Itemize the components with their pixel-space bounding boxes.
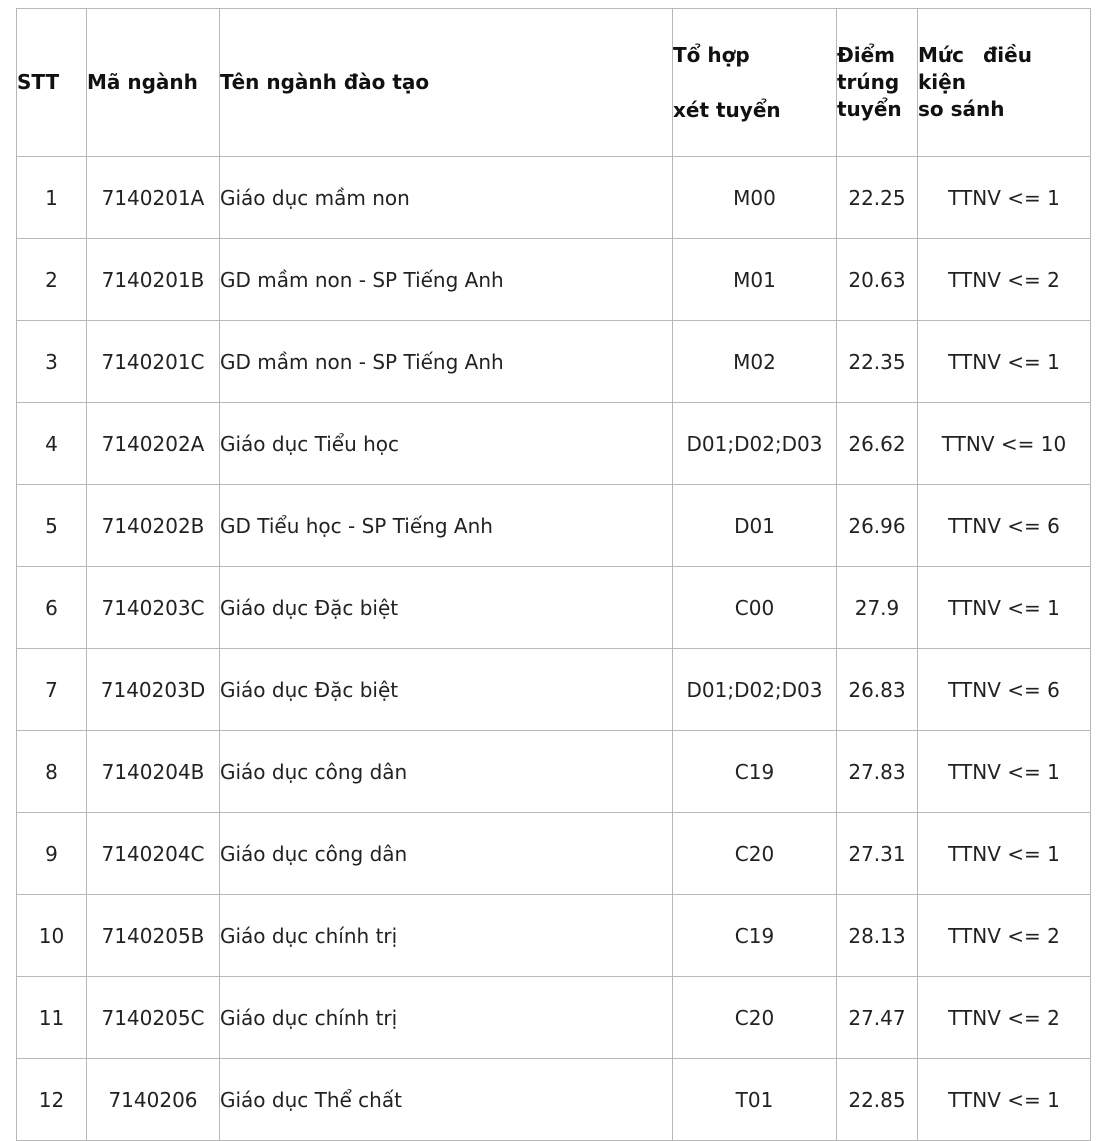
cell-major-code: 7140204B [87,731,220,813]
cell-admission-score: 27.47 [837,977,918,1059]
cell-condition: TTNV <= 2 [918,239,1091,321]
cell-major-name: Giáo dục Tiểu học [220,403,673,485]
admission-scores-table [16,8,1091,1141]
cell-admission-score: 22.35 [837,321,918,403]
header-score-line1: Điểm [837,43,896,67]
cell-major-code: 7140202A [87,403,220,485]
cell-major-code: 7140203D [87,649,220,731]
cell-major-name: GD mầm non - SP Tiếng Anh [220,239,673,321]
cell-stt: 8 [17,731,87,813]
cell-condition: TTNV <= 1 [918,731,1091,813]
cell-admission-score: 26.62 [837,403,918,485]
cell-major-name: Giáo dục công dân [220,813,673,895]
header-combo-line1: Tổ hợp [673,42,750,67]
cell-stt: 4 [17,403,87,485]
header-row [17,9,1091,157]
header-stt-label: STT [17,70,60,94]
table-row [17,731,1091,813]
cell-major-code: 7140205B [87,895,220,977]
header-stt [17,9,87,157]
cell-major-code: 7140205C [87,977,220,1059]
cell-stt: 2 [17,239,87,321]
cell-subject-combination: C00 [673,567,837,649]
table-row [17,649,1091,731]
cell-condition: TTNV <= 6 [918,485,1091,567]
cell-subject-combination: D01;D02;D03 [673,403,837,485]
cell-subject-combination: C19 [673,731,837,813]
header-score-line2: trúng [837,70,900,94]
table-row [17,321,1091,403]
cell-major-name: Giáo dục chính trị [220,895,673,977]
cell-subject-combination: C20 [673,813,837,895]
cell-stt: 11 [17,977,87,1059]
header-score-line3: tuyển [837,97,902,121]
cell-stt: 12 [17,1059,87,1141]
header-combo-line2: xét tuyển [673,97,781,122]
cell-subject-combination: C19 [673,895,837,977]
table-body [17,157,1091,1141]
cell-stt: 3 [17,321,87,403]
table-row [17,403,1091,485]
cell-major-name: Giáo dục mầm non [220,157,673,239]
cell-stt: 10 [17,895,87,977]
cell-admission-score: 26.96 [837,485,918,567]
cell-major-name: Giáo dục Thể chất [220,1059,673,1141]
cell-condition: TTNV <= 1 [918,1059,1091,1141]
cell-condition: TTNV <= 2 [918,895,1091,977]
cell-major-code: 7140201A [87,157,220,239]
cell-condition: TTNV <= 2 [918,977,1091,1059]
header-major-code [87,9,220,157]
cell-major-name: Giáo dục chính trị [220,977,673,1059]
cell-subject-combination: C20 [673,977,837,1059]
cell-major-code: 7140203C [87,567,220,649]
table-row [17,977,1091,1059]
table-row [17,567,1091,649]
header-subject-combination [673,9,837,157]
cell-stt: 7 [17,649,87,731]
cell-subject-combination: D01 [673,485,837,567]
header-admission-score [837,9,918,157]
cell-admission-score: 27.9 [837,567,918,649]
cell-condition: TTNV <= 1 [918,813,1091,895]
header-major-code-label: Mã ngành [87,70,198,94]
cell-condition: TTNV <= 1 [918,157,1091,239]
table-row [17,157,1091,239]
table-header [17,9,1091,157]
cell-subject-combination: D01;D02;D03 [673,649,837,731]
cell-stt: 1 [17,157,87,239]
table-row [17,1059,1091,1141]
cell-major-code: 7140201B [87,239,220,321]
cell-stt: 9 [17,813,87,895]
cell-admission-score: 27.83 [837,731,918,813]
cell-admission-score: 22.25 [837,157,918,239]
cell-admission-score: 27.31 [837,813,918,895]
cell-stt: 5 [17,485,87,567]
cell-subject-combination: T01 [673,1059,837,1141]
table-row [17,239,1091,321]
table-row [17,895,1091,977]
cell-condition: TTNV <= 10 [918,403,1091,485]
cell-major-code: 7140201C [87,321,220,403]
cell-condition: TTNV <= 1 [918,567,1091,649]
cell-admission-score: 20.63 [837,239,918,321]
cell-admission-score: 26.83 [837,649,918,731]
header-major-name-label: Tên ngành đào tạo [220,70,430,94]
cell-major-name: GD Tiểu học - SP Tiếng Anh [220,485,673,567]
cell-subject-combination: M00 [673,157,837,239]
header-cond-line2: so sánh [918,97,1005,121]
cell-condition: TTNV <= 6 [918,649,1091,731]
cell-major-name: Giáo dục Đặc biệt [220,649,673,731]
cell-stt: 6 [17,567,87,649]
header-condition [918,9,1091,157]
cell-subject-combination: M01 [673,239,837,321]
header-major-name [220,9,673,157]
cell-major-code: 7140202B [87,485,220,567]
cell-admission-score: 28.13 [837,895,918,977]
cell-subject-combination: M02 [673,321,837,403]
table-row [17,813,1091,895]
cell-major-name: Giáo dục công dân [220,731,673,813]
cell-condition: TTNV <= 1 [918,321,1091,403]
cell-admission-score: 22.85 [837,1059,918,1141]
cell-major-code: 7140206 [87,1059,220,1141]
table-row [17,485,1091,567]
cell-major-name: GD mầm non - SP Tiếng Anh [220,321,673,403]
cell-major-name: Giáo dục Đặc biệt [220,567,673,649]
header-cond-line1: Mức điều kiện [918,43,1032,94]
cell-major-code: 7140204C [87,813,220,895]
